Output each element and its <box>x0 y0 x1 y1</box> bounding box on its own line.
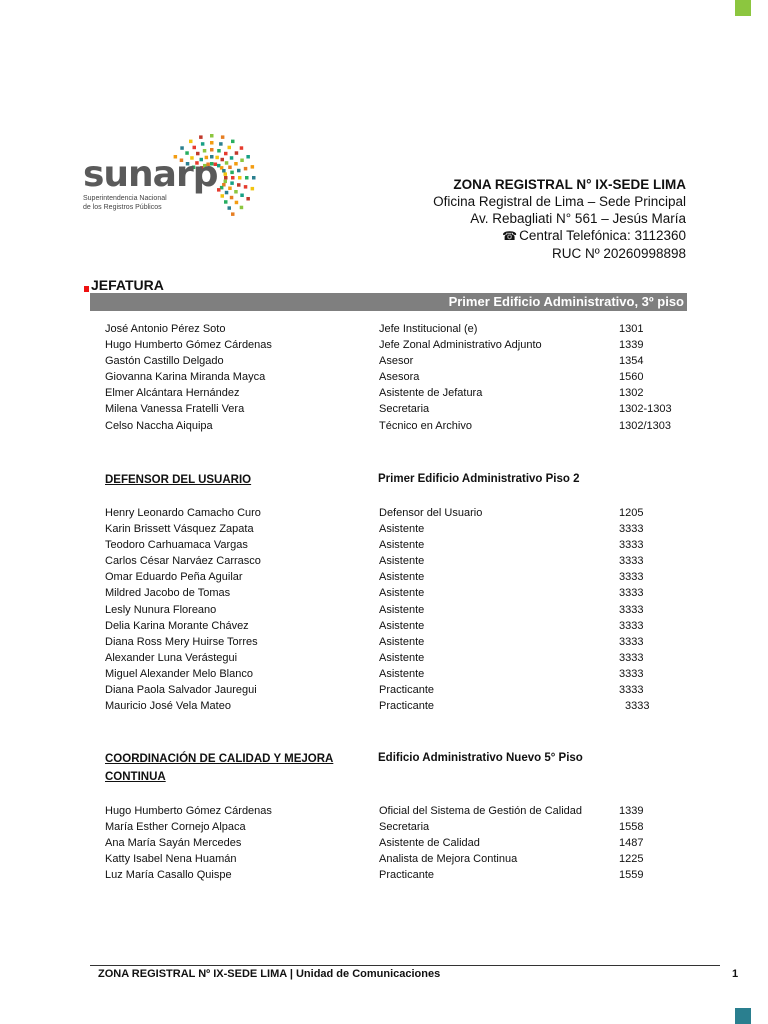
staff-role: Asistente <box>379 555 425 568</box>
calidad-title-line1: COORDINACIÓN DE CALIDAD Y MEJORA <box>105 753 334 765</box>
logo-subtitle-line2: de los Registros Públicos <box>83 204 162 211</box>
page-number: 1 <box>732 968 739 980</box>
staff-row <box>0 803 768 819</box>
bullet-marker-icon <box>84 286 89 292</box>
staff-name: Katty Isabel Nena Huamán <box>105 853 237 866</box>
staff-name: Alexander Luna Verástegui <box>105 651 238 664</box>
staff-name: Diana Paola Salvador Jauregui <box>105 684 257 697</box>
staff-extension: 3333 <box>619 587 644 600</box>
calidad-staff-list <box>0 803 768 883</box>
staff-extension: 1301 <box>619 323 644 335</box>
staff-extension: 1560 <box>619 371 644 384</box>
staff-row <box>0 353 768 369</box>
staff-role: Secretaria <box>379 403 430 416</box>
staff-role: Asistente <box>379 587 425 600</box>
staff-name: Hugo Humberto Gómez Cárdenas <box>105 805 272 817</box>
staff-name: Diana Ross Mery Huirse Torres <box>105 635 258 648</box>
staff-role: Defensor del Usuario <box>379 507 483 519</box>
staff-extension: 1558 <box>619 821 644 834</box>
staff-role: Secretaria <box>379 821 430 834</box>
staff-row <box>0 505 768 521</box>
staff-row <box>0 602 768 618</box>
staff-row <box>0 585 768 601</box>
staff-role: Asistente <box>379 603 425 616</box>
staff-name: Miguel Alexander Melo Blanco <box>105 667 253 680</box>
staff-name: Luz María Casallo Quispe <box>105 869 232 882</box>
staff-extension: 3333 <box>619 539 644 552</box>
staff-row <box>0 369 768 385</box>
staff-name: Gastón Castillo Delgado <box>105 355 224 368</box>
staff-row <box>0 819 768 835</box>
staff-extension: 1559 <box>619 869 644 882</box>
staff-row <box>0 553 768 569</box>
staff-extension: 1205 <box>619 507 644 519</box>
staff-extension: 3333 <box>619 635 644 648</box>
staff-row <box>0 666 768 682</box>
staff-role: Asesora <box>379 371 420 384</box>
staff-role: Jefe Zonal Administrativo Adjunto <box>379 339 542 352</box>
staff-name: José Antonio Pérez Soto <box>105 323 226 335</box>
staff-role: Técnico en Archivo <box>379 419 472 432</box>
staff-extension: 3333 <box>619 555 644 568</box>
staff-extension: 1302-1303 <box>619 403 672 416</box>
staff-row <box>0 337 768 353</box>
staff-name: Hugo Humberto Gómez Cárdenas <box>105 339 272 352</box>
staff-role: Asistente <box>379 635 425 648</box>
jefatura-location-bar <box>90 293 687 311</box>
staff-row <box>0 418 768 434</box>
staff-name: Milena Vanessa Fratelli Vera <box>105 403 245 416</box>
logo-subtitle-line1: Superintendencia Nacional <box>83 195 167 202</box>
staff-name: María Esther Cornejo Alpaca <box>105 821 246 834</box>
staff-row <box>0 634 768 650</box>
corner-tab-bottom <box>735 1008 751 1024</box>
staff-role: Asistente de Jefatura <box>379 387 483 400</box>
staff-extension: 1225 <box>619 853 644 866</box>
section-title-jefatura <box>84 277 164 293</box>
staff-extension: 3333 <box>619 603 644 616</box>
staff-extension: 3333 <box>619 684 644 697</box>
staff-role: Asistente <box>379 667 425 680</box>
staff-extension: 1302/1303 <box>619 419 671 432</box>
staff-extension: 3333 <box>619 619 644 632</box>
staff-row <box>0 401 768 417</box>
staff-row <box>0 385 768 401</box>
staff-name: Lesly Nunura Floreano <box>105 603 217 616</box>
staff-name: Omar Eduardo Peña Aguilar <box>105 571 243 584</box>
phone-number: Central Telefónica: 3112360 <box>519 228 686 243</box>
staff-row <box>0 537 768 553</box>
staff-extension: 3333 <box>619 651 644 664</box>
staff-role: Practicante <box>379 700 435 713</box>
footer-text: ZONA REGISTRAL Nº IX-SEDE LIMA | Unidad de Comunicaciones <box>98 968 441 980</box>
phone-line <box>433 227 686 245</box>
calidad-location: Edificio Administrativo Nuevo 5° Piso <box>378 752 583 764</box>
staff-extension: 3333 <box>619 571 644 584</box>
staff-extension: 1354 <box>619 355 644 368</box>
staff-extension: 1487 <box>619 837 644 850</box>
staff-extension: 3333 <box>625 700 650 713</box>
staff-row <box>0 682 768 698</box>
staff-role: Practicante <box>379 869 435 882</box>
staff-row <box>0 569 768 585</box>
staff-name: Ana María Sayán Mercedes <box>105 837 242 850</box>
logo-wordmark: sunarp <box>83 154 218 195</box>
section-title-defensor: DEFENSOR DEL USUARIO <box>105 474 252 486</box>
staff-name: Elmer Alcántara Hernández <box>105 387 240 400</box>
staff-name: Henry Leonardo Camacho Curo <box>105 507 261 519</box>
staff-row <box>0 321 768 337</box>
staff-role: Jefe Institucional (e) <box>379 323 478 335</box>
staff-extension: 3333 <box>619 667 644 680</box>
staff-name: Karin Brissett Vásquez Zapata <box>105 523 254 536</box>
staff-row <box>0 618 768 634</box>
section-title-calidad <box>105 750 333 786</box>
staff-row <box>0 650 768 666</box>
street-address: Av. Rebagliati N° 561 – Jesús María <box>470 211 686 226</box>
staff-role: Asistente <box>379 539 425 552</box>
office-name: Oficina Registral de Lima – Sede Principal <box>433 194 686 209</box>
staff-name: Delia Karina Morante Chávez <box>105 619 249 632</box>
corner-tab-top <box>735 0 751 16</box>
staff-role: Asistente <box>379 619 425 632</box>
footer-divider <box>90 965 720 966</box>
jefatura-title-text: JEFATURA <box>91 277 164 293</box>
staff-extension: 1339 <box>619 805 644 817</box>
staff-extension: 1339 <box>619 339 644 352</box>
staff-name: Mauricio José Vela Mateo <box>105 700 231 713</box>
staff-role: Asistente <box>379 523 425 536</box>
address-block <box>433 176 686 262</box>
logo-subtitle <box>83 194 167 212</box>
sunarp-logo <box>80 124 260 224</box>
defensor-staff-list <box>0 505 768 714</box>
staff-extension: 1302 <box>619 387 644 400</box>
staff-row <box>0 851 768 867</box>
staff-role: Oficial del Sistema de Gestión de Calidad <box>379 805 582 817</box>
staff-name: Mildred Jacobo de Tomas <box>105 587 231 600</box>
ruc-number: RUC Nº 20260998898 <box>551 246 686 261</box>
staff-role: Asistente de Calidad <box>379 837 480 850</box>
zone-title: ZONA REGISTRAL N° IX-SEDE LIMA <box>453 177 686 192</box>
calidad-title-line2: CONTINUA <box>105 771 166 783</box>
staff-role: Asesor <box>379 355 414 368</box>
jefatura-location: Primer Edificio Administrativo, 3º piso <box>448 294 684 309</box>
jefatura-staff-list <box>0 321 768 434</box>
staff-row <box>0 521 768 537</box>
staff-role: Asistente <box>379 571 425 584</box>
phone-icon: ☎ <box>502 229 518 243</box>
defensor-location: Primer Edificio Administrativo Piso 2 <box>378 473 580 485</box>
staff-role: Analista de Mejora Continua <box>379 853 518 866</box>
staff-role: Practicante <box>379 684 435 697</box>
staff-name: Giovanna Karina Miranda Mayca <box>105 371 266 384</box>
staff-extension: 3333 <box>619 523 644 536</box>
staff-row <box>0 835 768 851</box>
staff-row <box>0 698 768 714</box>
staff-name: Carlos César Narváez Carrasco <box>105 555 261 568</box>
staff-name: Teodoro Carhuamaca Vargas <box>105 539 248 552</box>
staff-role: Asistente <box>379 651 425 664</box>
staff-name: Celso Naccha Aiquipa <box>105 419 213 432</box>
staff-row <box>0 867 768 883</box>
